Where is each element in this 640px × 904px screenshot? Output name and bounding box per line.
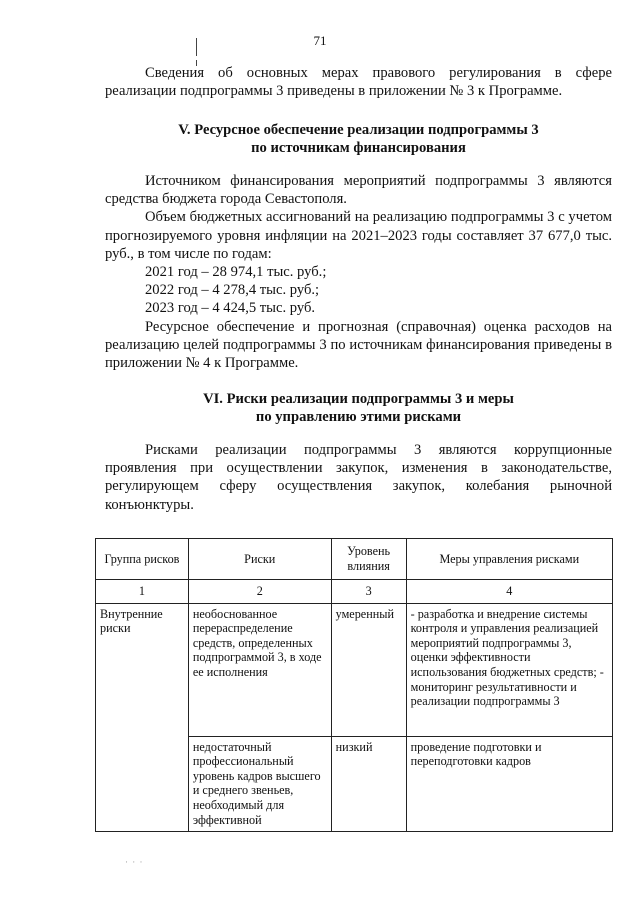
section5-title-line2: по источникам финансирования <box>251 140 466 157</box>
header-risks: Риски <box>188 539 331 580</box>
section6-title-line1: VI. Риски реализации подпрограммы 3 и меры <box>203 391 514 407</box>
section5-body <box>105 172 612 372</box>
header-management-measures: Меры управления рисками <box>406 539 612 580</box>
section5-title-line1: V. Ресурсное обеспечение реализации подпрограммы 3 <box>178 122 539 138</box>
section6-body <box>105 441 612 514</box>
impact-level-cell: низкий <box>331 736 406 831</box>
column-number-2: 2 <box>188 580 331 604</box>
section6-title-line2: по управлению этими рисками <box>255 409 462 426</box>
risk-cell: недостаточный профессиональный уровень кадров высшего и среднего звеньев, необходимый для эффективной <box>188 736 331 831</box>
header-impact-level: Уровень влияния <box>331 539 406 580</box>
page-number: 71 <box>313 33 327 48</box>
column-number-4: 4 <box>406 580 612 604</box>
header-risk-group: Группа рисков <box>96 539 189 580</box>
risk-cell: необоснованное перераспределение средств, определенных подпрограммой 3, в ходе ее исполнения <box>188 603 331 736</box>
section6-paragraph1: Рисками реализации подпрограммы 3 являются коррупционные проявления при осуществлении закупок, изменения в законодательстве, регулирующем сферу осуществления закупок, колебания рыночной конъюнктуры. <box>105 442 612 513</box>
risks-table <box>95 538 613 832</box>
year-2023-line: 2023 год – 4 424,5 тыс. руб. <box>145 300 316 317</box>
intro-block <box>105 64 612 100</box>
intro-paragraph: Сведения об основных мерах правового регулирования в сфере реализации подпрограммы 3 приведены в приложении № 3 к Программе. <box>105 65 612 100</box>
table-number-row <box>96 580 613 604</box>
section5-heading <box>105 121 612 157</box>
measures-cell: - разработка и внедрение системы контроля и управления реализацией мероприятий подпрограммы 3, оценки эффективности использования бюджетных средств; - мониторинг результативности и реализации подпрограммы 3 <box>406 603 612 736</box>
measures-cell: проведение подготовки и переподготовки кадров <box>406 736 612 831</box>
column-number-1: 1 <box>96 580 189 604</box>
year-2022-line: 2022 год – 4 278,4 тыс. руб.; <box>145 282 320 299</box>
section6-heading <box>105 390 612 426</box>
year-2021-line: 2021 год – 28 974,1 тыс. руб.; <box>145 264 327 281</box>
column-number-3: 3 <box>331 580 406 604</box>
table-header-row <box>96 539 613 580</box>
table-row <box>96 603 613 736</box>
section5-paragraph1: Источником финансирования мероприятий подпрограммы 3 являются средства бюджета города Севастополя. <box>105 173 612 208</box>
section5-paragraph3: Ресурсное обеспечение и прогнозная (справочная) оценка расходов на реализацию целей подпрограммы 3 по источникам финансирования приведены в приложении № 4 к Программе. <box>105 318 612 372</box>
scan-noise: · · · <box>125 857 144 867</box>
risk-group-cell: Внутренние риски <box>96 603 189 831</box>
impact-level-cell: умеренный <box>331 603 406 736</box>
section5-paragraph2: Объем бюджетных ассигнований на реализацию подпрограммы 3 с учетом прогнозируемого уровня инфляции на 2021–2023 годы составляет 37 677,0 тыс. руб., в том числе по годам: <box>105 209 612 262</box>
